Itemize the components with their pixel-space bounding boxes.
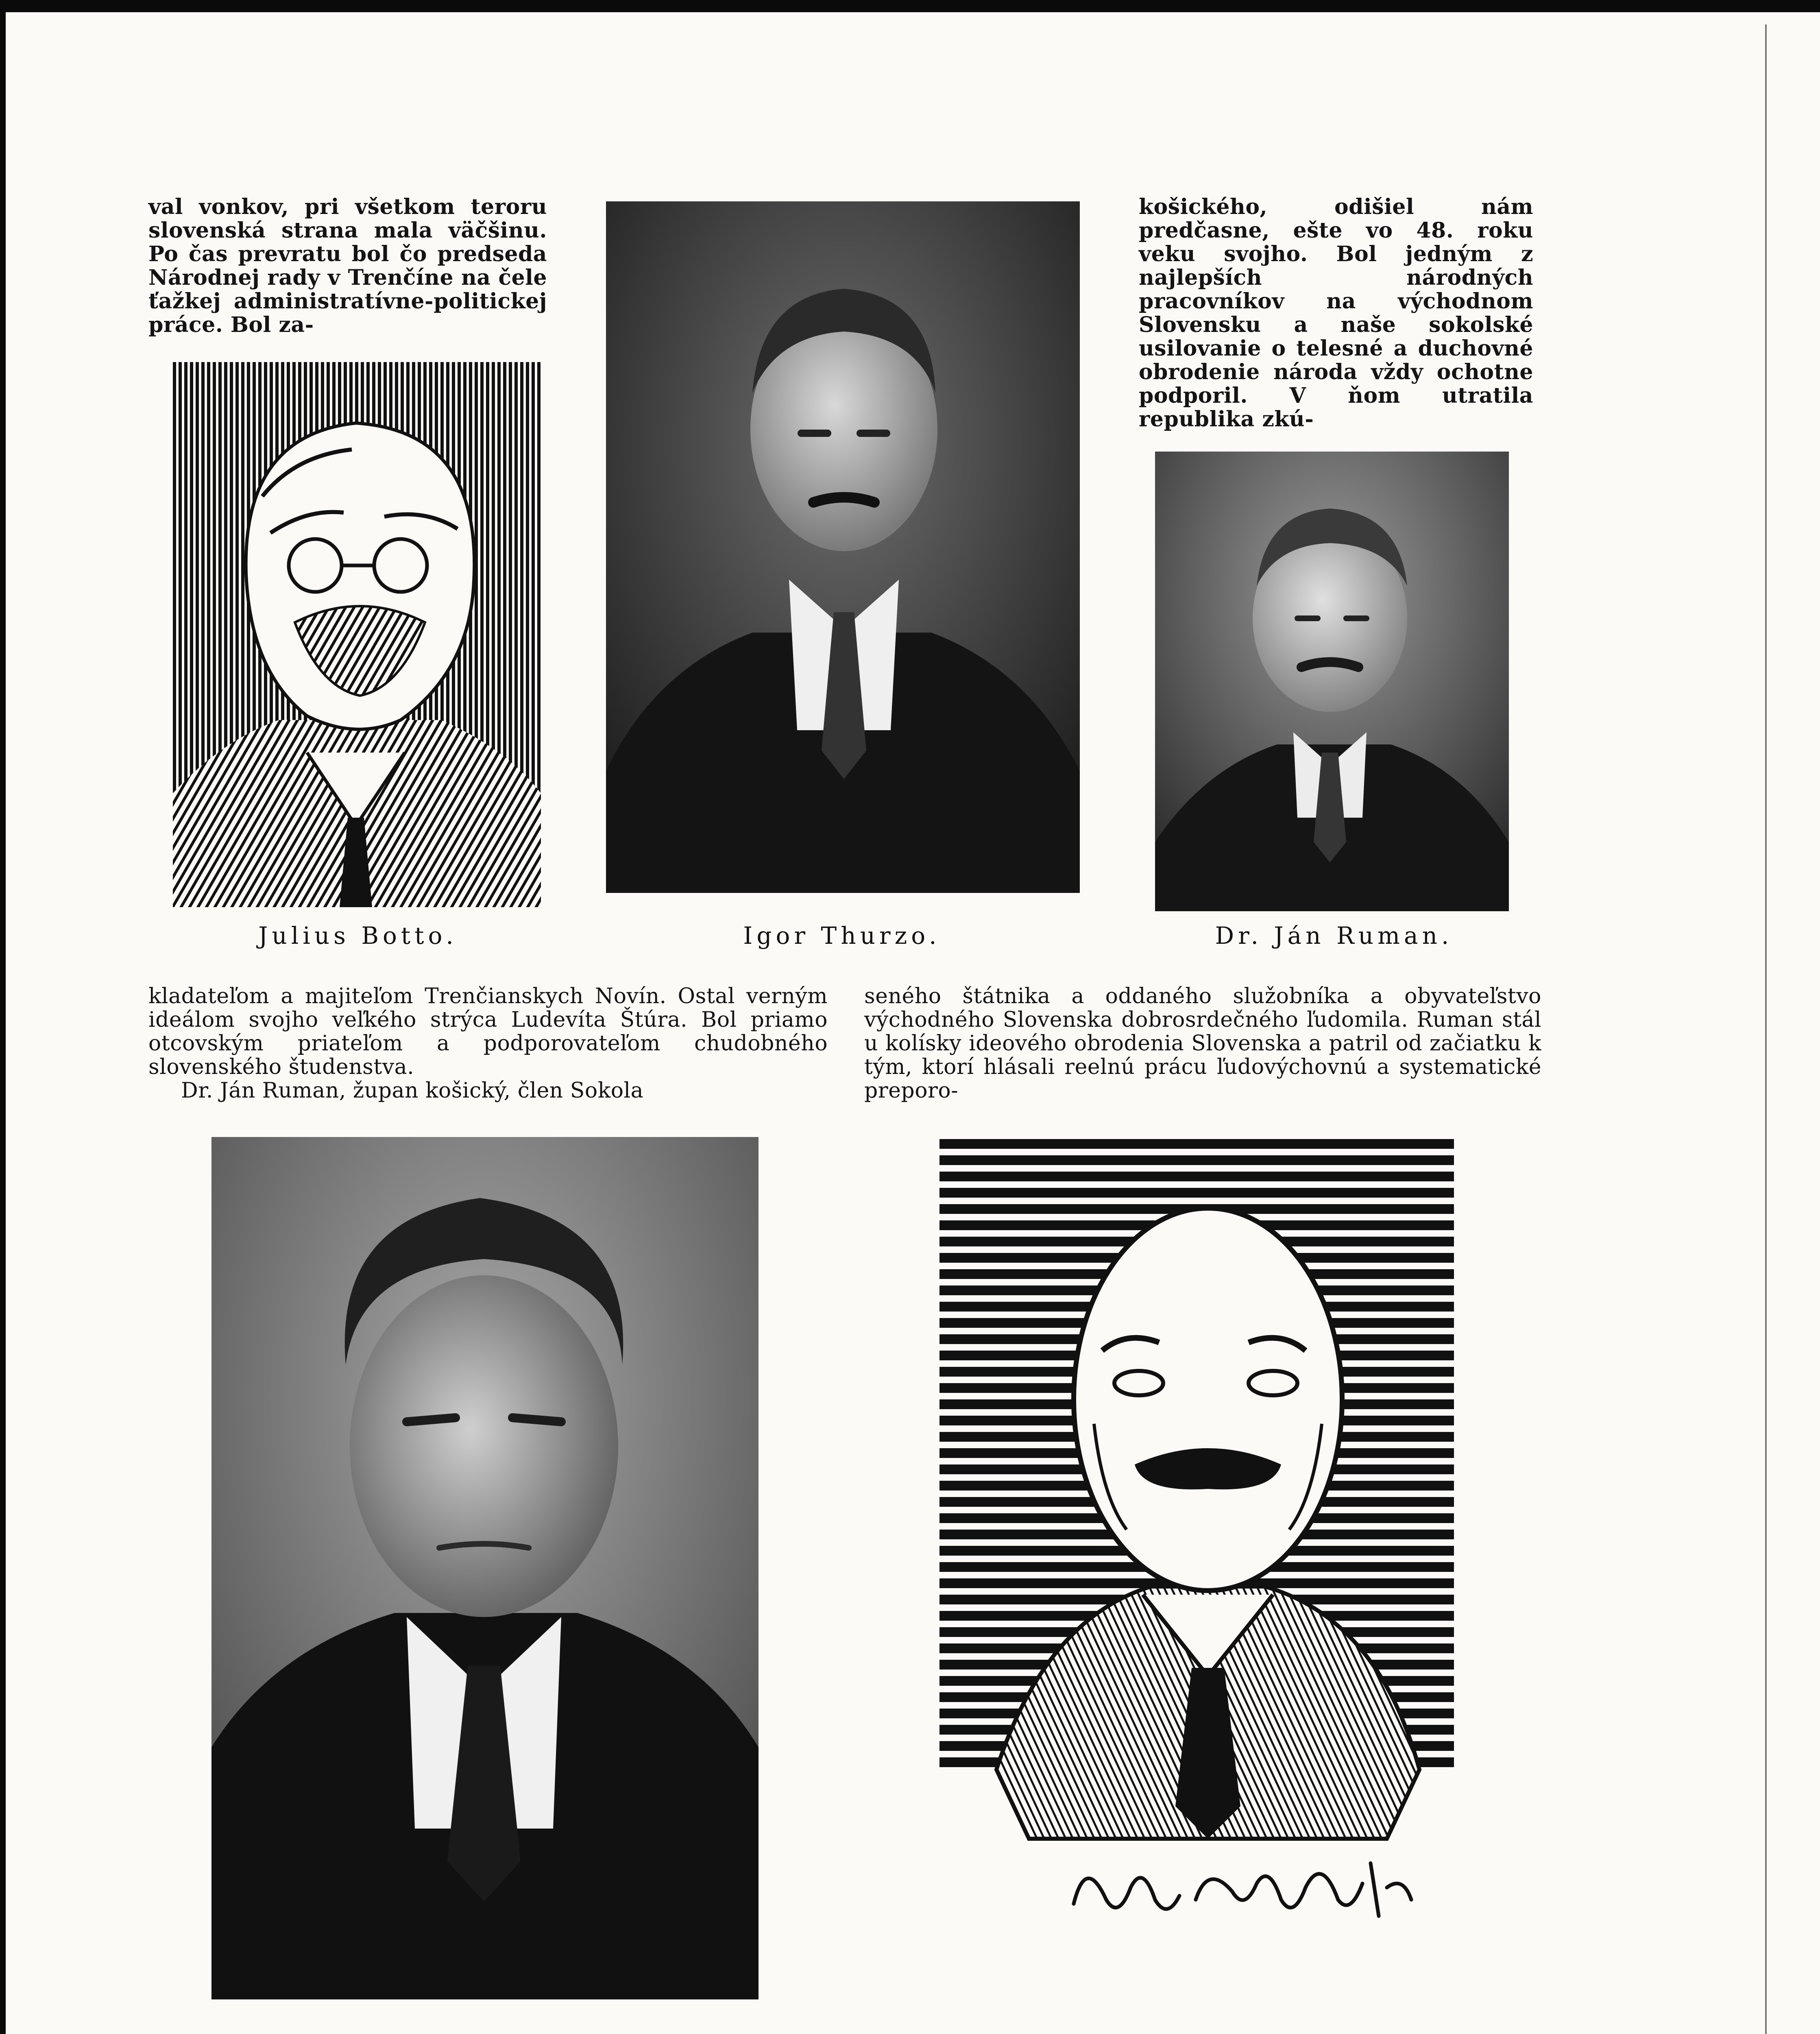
text-column-middle-right bbox=[864, 984, 1541, 1102]
scan-border-left bbox=[0, 0, 6, 2034]
text-column-top-right bbox=[1139, 195, 1533, 431]
paragraph: kladateľom a majiteľom Trenčianskych Novín. Ostal verným ideálom svojho veľkého strýca Ludevíta Štúra. Bol priamo otcovským priateľom a podporovateľom chudobného slovenského študenstva. bbox=[148, 984, 828, 1079]
paragraph: seného štátnika a oddaného služobníka a obyvateľstvo východného Slovenska dobrosrdečného ľudomila. Ruman stál u kolísky ideového obrodenia Slovenska a patril od začiatku k tým, ktorí hlásali reelnú prácu ľudovýchovnú a systematické preporo- bbox=[864, 984, 1541, 1103]
portrait-dusan-porubsky bbox=[939, 1139, 1454, 2026]
paragraph: košického, odišiel nám predčasne, ešte vo 48. roku veku svojho. Bol jedným z najlepších národných pracovníkov na východnom Slovensku a naše sokolské usilovanie o telesné a duchovné obrodenie národa vždy ochotne podporil. V ňom utratila republika zkú- bbox=[1139, 194, 1533, 432]
text-column-top-left bbox=[148, 195, 547, 337]
crop-line bbox=[1765, 24, 1767, 2034]
portrait-igor-thurzo bbox=[606, 201, 1080, 893]
caption-jan-ruman: Dr. Ján Ruman. bbox=[1215, 922, 1453, 949]
paragraph: Dr. Ján Ruman, župan košický, člen Sokola bbox=[181, 1078, 644, 1103]
portrait-julius-botto bbox=[173, 362, 541, 907]
portrait-jan-ruman bbox=[1155, 452, 1509, 911]
caption-julius-botto: Julius Botto. bbox=[258, 922, 458, 949]
caption-igor-thurzo: Igor Thurzo. bbox=[743, 922, 941, 949]
paragraph: val vonkov, pri všetkom teroru slovenská strana mala väčšinu. Po čas prevratu bol čo predseda Národnej rady v Trenčíne na čele ťažkej administratívne-politickej práce. Bol za- bbox=[148, 194, 547, 337]
text-column-middle-left bbox=[148, 984, 828, 1102]
portrait-karol-stur bbox=[211, 1137, 759, 1999]
signature-dusan-porubsky bbox=[1061, 1839, 1428, 1936]
scan-border-top bbox=[0, 0, 1820, 12]
